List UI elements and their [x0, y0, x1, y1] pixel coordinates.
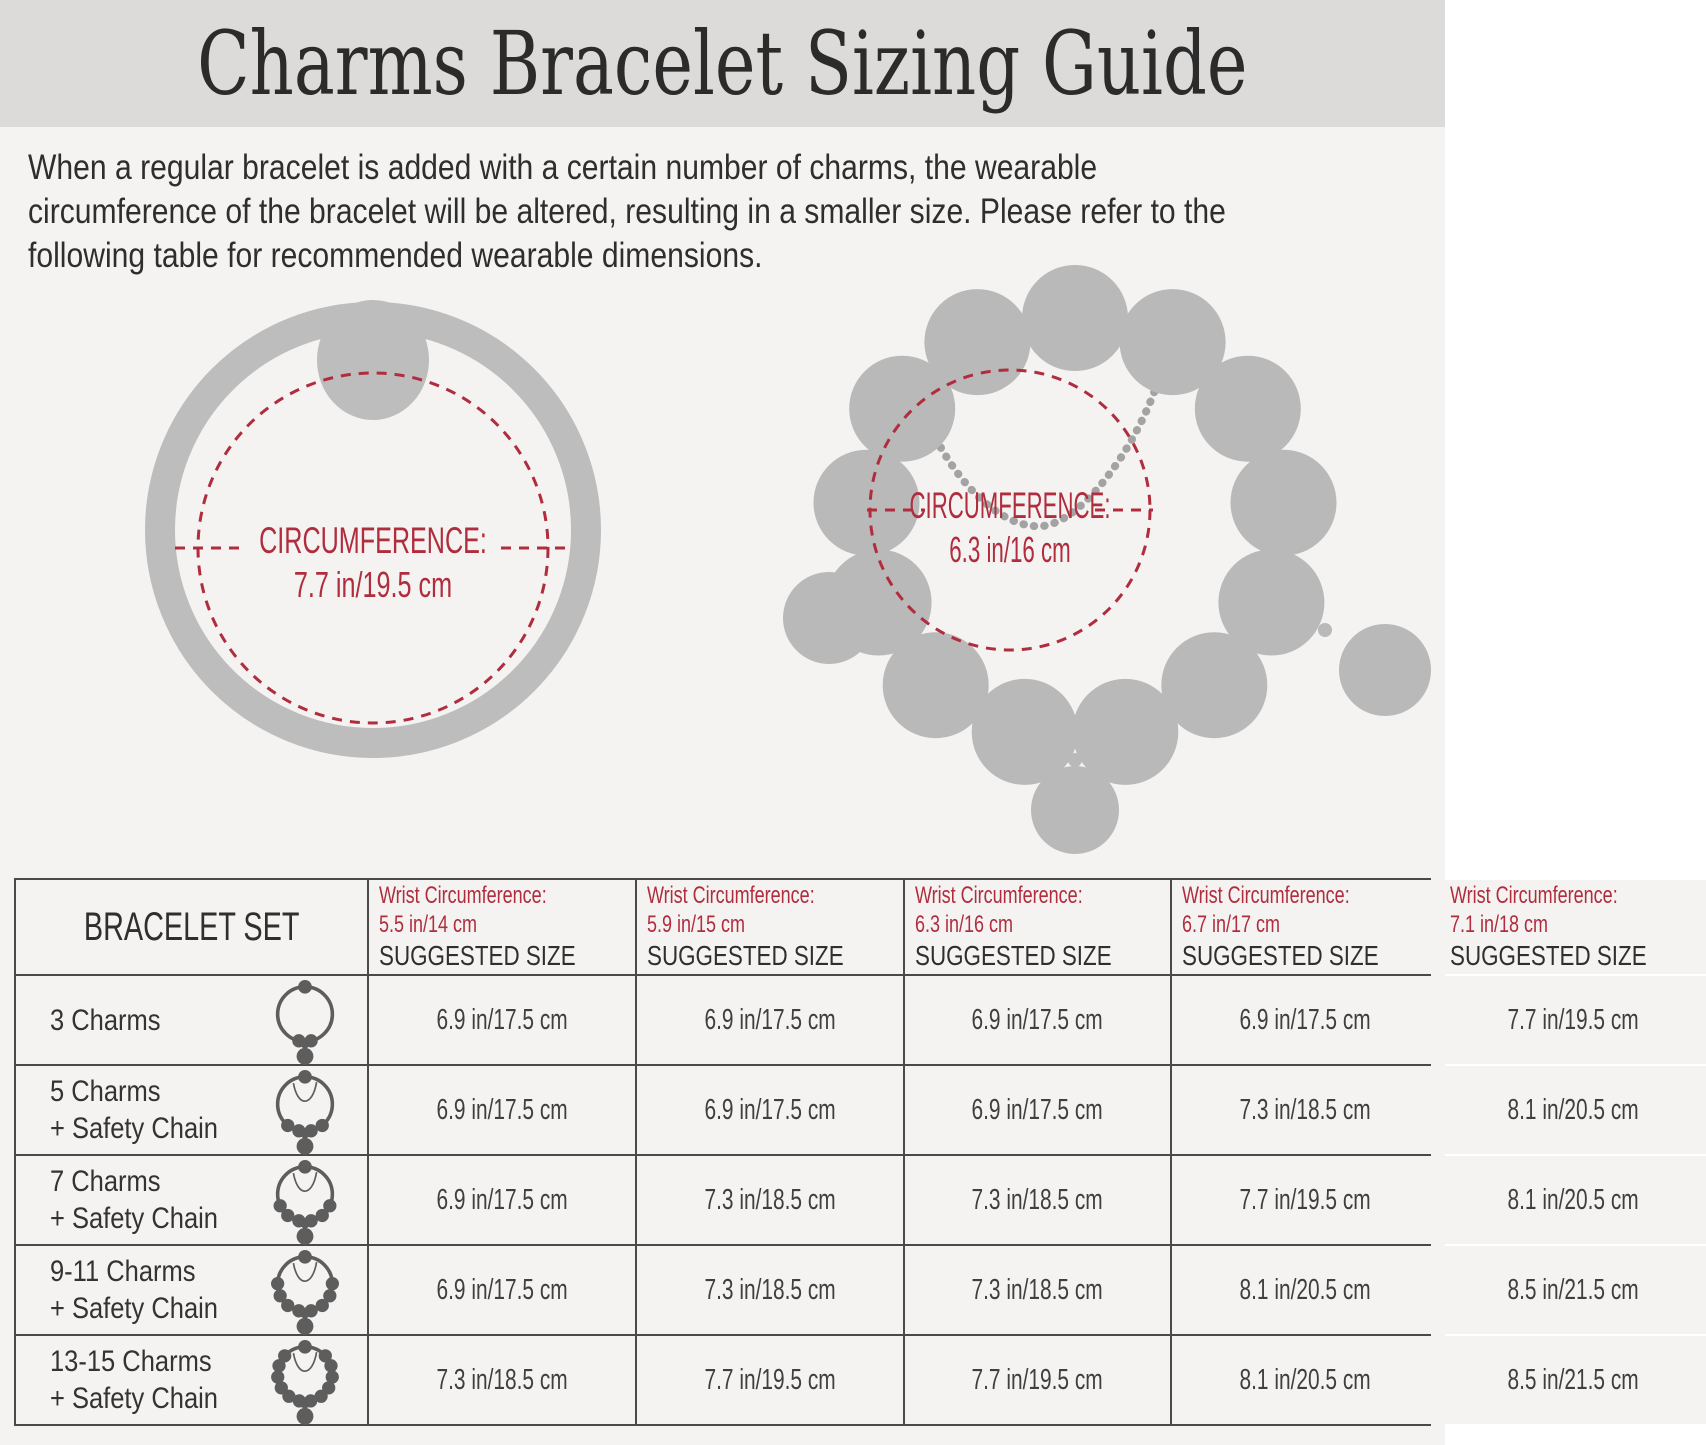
row-label: + Safety Chain: [50, 1382, 218, 1415]
column-header: [637, 880, 903, 974]
intro-line: circumference of the bracelet will be altered, resulting in a smaller size. Please refer to the: [28, 192, 1226, 231]
row-label: + Safety Chain: [50, 1112, 218, 1145]
size-cell: 7.7 in/19.5 cm: [1172, 1156, 1438, 1244]
size-cell: 8.1 in/20.5 cm: [1172, 1246, 1438, 1334]
bracelet-13-15-charms-safety-chain-icon: [251, 1332, 359, 1429]
sizing-table: [14, 878, 1647, 1426]
size-cell: 6.9 in/17.5 cm: [369, 1066, 635, 1154]
title-band: [0, 0, 1445, 127]
row-label: + Safety Chain: [50, 1202, 218, 1235]
size-cell: 6.9 in/17.5 cm: [369, 1246, 635, 1334]
wrist-circumference-label: Wrist Circumference:: [914, 882, 1083, 909]
size-cell: 7.7 in/19.5 cm: [637, 1336, 903, 1424]
wrist-circumference-label: Wrist Circumference:: [379, 882, 547, 909]
size-cell: 8.1 in/20.5 cm: [1440, 1156, 1706, 1244]
circumference-value: 7.7 in/19.5 cm: [293, 564, 453, 606]
bracelet-set-header: [16, 880, 367, 974]
suggested-size-label: SUGGESTED SIZE: [379, 940, 576, 971]
size-cell: 6.9 in/17.5 cm: [905, 976, 1171, 1064]
suggested-size-label: SUGGESTED SIZE: [1182, 940, 1380, 971]
row-label: + Safety Chain: [50, 1292, 218, 1325]
column-header: [905, 880, 1171, 974]
dangle-bail: [1318, 623, 1332, 637]
suggested-size-label: SUGGESTED SIZE: [914, 940, 1112, 971]
wrist-circumference-value: 6.7 in/17 cm: [1182, 911, 1281, 938]
wrist-circumference-value: 5.9 in/15 cm: [646, 911, 745, 938]
size-cell: 7.3 in/18.5 cm: [905, 1156, 1171, 1244]
table-row-label: [16, 976, 367, 1064]
bracelet-set-title: BRACELET SET: [83, 904, 300, 949]
size-cell: 8.1 in/20.5 cm: [1172, 1336, 1438, 1424]
row-label: 5 Charms: [50, 1075, 161, 1108]
dangle-charm-bottom: [1031, 766, 1119, 854]
bracelet-7-charms-safety-chain-icon: [251, 1152, 359, 1249]
table-row-label: [16, 1246, 367, 1334]
size-cell: 6.9 in/17.5 cm: [1172, 976, 1438, 1064]
suggested-size-label: SUGGESTED SIZE: [646, 940, 844, 971]
wrist-circumference-value: 6.3 in/16 cm: [914, 911, 1013, 938]
table-row-label: [16, 1336, 367, 1424]
column-header: [1172, 880, 1438, 974]
plain-bracelet-illustration: [55, 285, 715, 845]
size-cell: 7.3 in/18.5 cm: [369, 1336, 635, 1424]
bracelet-5-charms-safety-chain-icon: [251, 1062, 359, 1159]
page-title: Charms Bracelet Sizing Guide: [197, 12, 1248, 115]
size-cell: 7.3 in/18.5 cm: [637, 1156, 903, 1244]
size-cell: 6.9 in/17.5 cm: [905, 1066, 1171, 1154]
size-cell: 7.3 in/18.5 cm: [905, 1246, 1171, 1334]
size-cell: 8.5 in/21.5 cm: [1440, 1246, 1706, 1334]
size-cell: 6.9 in/17.5 cm: [369, 976, 635, 1064]
table-row-label: [16, 1156, 367, 1244]
row-label: 9-11 Charms: [50, 1255, 196, 1288]
row-label: 7 Charms: [50, 1165, 161, 1198]
bracelet-3-charms-icon: [251, 972, 359, 1069]
row-label: 13-15 Charms: [50, 1345, 212, 1378]
size-cell: 6.9 in/17.5 cm: [369, 1156, 635, 1244]
bracelet-9-11-charms-safety-chain-icon: [251, 1242, 359, 1339]
intro-line: When a regular bracelet is added with a certain number of charms, the wearable: [28, 148, 1098, 187]
wrist-circumference-label: Wrist Circumference:: [1182, 882, 1351, 909]
size-cell: 7.7 in/19.5 cm: [1440, 976, 1706, 1064]
size-cell: 7.7 in/19.5 cm: [905, 1336, 1171, 1424]
suggested-size-label: SUGGESTED SIZE: [1450, 940, 1647, 971]
intro-line: following table for recommended wearable dimensions.: [28, 236, 763, 275]
dangle-charm-right: [1339, 624, 1431, 716]
circumference-label: CIRCUMFERENCE:: [259, 519, 487, 562]
dangle-bail: [1068, 753, 1082, 767]
size-cell: 6.9 in/17.5 cm: [637, 976, 903, 1064]
size-cell: 7.3 in/18.5 cm: [1172, 1066, 1438, 1154]
wrist-circumference-value: 7.1 in/18 cm: [1450, 911, 1549, 938]
column-header: [1440, 880, 1706, 974]
size-cell: 8.5 in/21.5 cm: [1440, 1336, 1706, 1424]
dangle-charm-left: [783, 572, 875, 664]
size-cell: 8.1 in/20.5 cm: [1440, 1066, 1706, 1154]
circumference-value: 6.3 in/16 cm: [949, 530, 1071, 571]
row-label: 3 Charms: [50, 1003, 161, 1037]
wrist-circumference-value: 5.5 in/14 cm: [379, 911, 478, 938]
wrist-circumference-label: Wrist Circumference:: [646, 882, 815, 909]
intro-paragraph: [28, 146, 1433, 278]
circumference-label: CIRCUMFERENCE:: [909, 485, 1111, 527]
wrist-circumference-label: Wrist Circumference:: [1450, 882, 1619, 909]
charm-bracelet-illustration: [745, 278, 1445, 878]
table-row-label: [16, 1066, 367, 1154]
column-header: [369, 880, 635, 974]
size-cell: 7.3 in/18.5 cm: [637, 1246, 903, 1334]
bracelet-clasp: [317, 300, 429, 420]
size-cell: 6.9 in/17.5 cm: [637, 1066, 903, 1154]
